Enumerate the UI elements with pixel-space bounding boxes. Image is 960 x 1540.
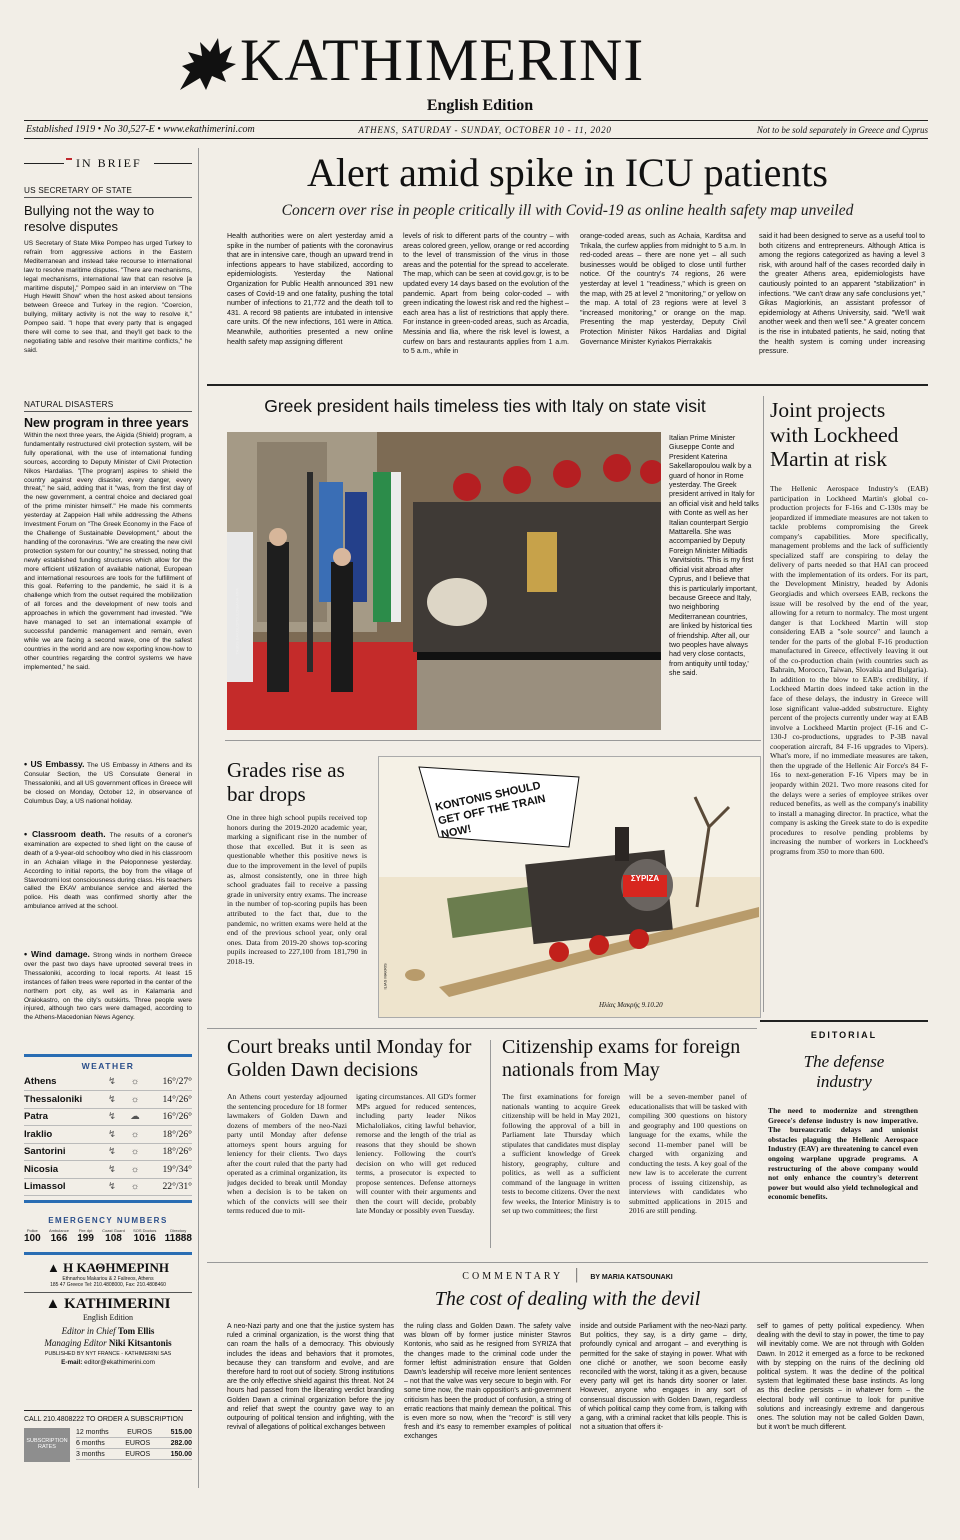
emergency-label: Police [26,1228,38,1233]
weather-temp: 16°/27° [148,1073,192,1091]
weather-city: Santorini [24,1143,102,1161]
emergency-number: 1016 [133,1233,156,1244]
editorial-label: EDITORIAL [810,1030,878,1040]
weather-row [24,1073,192,1091]
emergency-title: EMERGENCY NUMBERS [48,1216,168,1225]
golden-dawn-col-2: igating circumstances. All GD's former MPs argued for reduced sentences, including party leader Nikos Michaloliakos, citing lawful behavior, remorse and the length of the trial as reasons that they should be shown leniency. Following the court's decision on who will get reduced terms, a prosecutor is expected to propose sentences. Defense attorneys will counter with their arguments and then the court will decide, probably late Monday or possibly even Tuesday. [356,1092,476,1215]
in-brief-sidebar [24,148,192,1478]
imprint: ▲ Η ΚΑΘΗΜΕΡΙΝΗ Ethnarhou Makariou & 2 Falireos, Athens 185 47 Greece Tel: 210.4808000, Fax: 210.4808460 ▲ KATHIMERINI English Edition Editor in Chief Tom Ellis Managing Editor Niki Kitsantonis PUBLISHED BY NYT FRANCE - KATHIMERINI SAS E-mail: editor@ekathimerini.com [24,1260,192,1400]
cartoon-signature: Ηλίας Μακρής 9.10.20 [599,1001,663,1009]
weather-condition-icon: ☁ [122,1108,148,1126]
lead-col-2: levels of risk to different parts of the country – with areas colored green, yellow, orange or red according to the level of transmission of the virus in those areas and the potential for the spread to accelerate. The map, which can be seen at covid.gov.gr, is to be updated every 14 days based on the evolution of the pandemic. Apart from being color-coded – with green indicating the lowest risk and red the highest – each area has a list of restrictions that apply there. For instance in green-coded areas, such as Arcadia, Messinia and Ilia, where the risk level is lowest, a curfew on bars and restaurants applies from 1 a.m. to 5 a.m., while in [403,232,569,356]
emergency-numbers [24,1228,192,1244]
emergency-number: 11888 [164,1233,192,1244]
weather-row [24,1126,192,1144]
weather-row [24,1161,192,1179]
cartoon [378,756,761,1018]
weather-row [24,1108,192,1126]
weather-city: Nicosia [24,1161,102,1179]
sidebar-bullet-classroom-death: • Classroom death. The results of a coroner's examination are expected to shed light on the cause of death of a 9-year-old schoolboy who died in his classroom in an Achaian village in the Peloponnese yesterday. According to initial reports, the boy from the village of Stavrodromi lost consciousness during class. His teachers called the EKAV ambulance service and alerted the police. His death was confirmed shortly after the ambulance arrived at the school. [24,830,192,911]
weather-city: Iraklio [24,1126,102,1144]
emergency-label: Ambulance [48,1228,69,1233]
sidebar-bullet-wind-damage: • Wind damage. Strong winds in northern Greece over the past two days have uprooted several trees in Thessaloniki, according to local reports. At least 15 instances of fallen trees were reported in the center of the northern port city, as well as in Kalamaria and Oraiokastro, on the city's outskirts. Three people were injured, although two cars were damaged, according to the Athens-Macedonian News Agency. [24,950,192,1022]
subscription-row: 12 months EUROS 515.00 [76,1429,192,1436]
weather-condition-icon: ☼ [122,1073,148,1091]
griffin-logo-icon [172,32,238,94]
sidebar-bullet-us-embassy: • US Embassy. The US Embassy in Athens and its Consular Section, the US Consulate General in Thessaloniki, and all US government offices in Greece will be closed on Monday, October 12, in observance of Columbus Day, a US national holiday. [24,760,192,805]
lead-col-1: Health authorities were on alert yesterday amid a spike in the number of patients with the coronavirus that are in intensive care, though an upward trend in infections appears to have stabilized, according to epidemiologists. Yesterday the National Organization for Public Health announced 391 new cases of Covid-19 and one fatality, pushing the total number of infections to 21,772 and the death toll to 431. A record 98 patients are intubated in intensive care units. Of the new infections, 161 were in Attica. Meanwhile, authorities presented a new online health safety map assigning different [227,232,393,346]
weather-condition-icon: ☼ [122,1091,148,1109]
weather-city: Patra [24,1108,102,1126]
weather-wind-icon: ↯ [102,1108,122,1126]
subscription-rates-box: SUBSCRIPTION RATES [24,1428,70,1462]
photo-headline: Greek president hails timeless ties with Italy on state visit [264,396,706,416]
subscription-row: 3 months EUROS 150.00 [76,1451,192,1458]
weather-condition-icon: ☼ [122,1143,148,1161]
emergency-number: 100 [24,1233,41,1244]
emergency-number: 166 [50,1233,68,1244]
established-line: Established 1919 • No 30,527-E • www.ekathimerini.com [26,124,255,135]
weather-temp: 18°/26° [148,1143,192,1161]
editorial-body: The need to modernize and strengthen Greece's defense industry is now imperative. The bureaucratic delays and unionist obstacles plaguing the Hellenic Aerospace Industry (EAV) are threatening to cancel even ongoing warplane upgrade programs. A restructuring of the above company would not only enhance the country's deterrent power but would also yield technological and economic benefits. [768,1106,918,1202]
emergency-number-item [77,1228,94,1244]
lead-col-3: orange-coded areas, such as Achaia, Karditsa and Trikala, the curfew applies from midnight to 5 a.m. In red-coded areas – there are none yet – all such businesses would be obliged to close until further notice. Of the country's 74 regions, 26 were yesterday at level 1 "readiness," which is green on the map, with 25 at level 2 "monitoring," or yellow on the map. A total of 23 regions were at level 3 "increased monitoring," or orange on the map. Presenting the map yesterday, Deputy Civil Protection Minister Nikos Hardalias and Digital Governance Minister Kyriakos Pierrakakis [580,232,746,346]
weather-wind-icon: ↯ [102,1161,122,1179]
weather-temp: 18°/26° [148,1126,192,1144]
commentary-col-4: self to games of petty political expediency. When dealing with the devil to stay in power, the time to pay will inevitably come. We are not through with Golden Dawn. In 2012 it emerged as a force to be reckoned with by stepping on the ruins of the declining old political system. It was the decline of the political system that legitimated these base instincts. As long as this decline persists – in whatever form – the electoral body will continue to look for punitive solutions and increasingly extreme and dangerous ones. The solution may not be called Golden Dawn, but it won't be much different. [757,1323,924,1432]
lead-col-4: said it had been designed to serve as a useful tool to both citizens and entrepreneurs. Although Attica is among the regions categorized as having a level 3 risk, with around half of the cases recorded daily in the greater Athens area, epidemiologists have cautiously pointed to an apparent "stabilization" in infections. "We can't draw any safe conclusions yet," Gikas Magiorkinis, an assistant professor of epidemiology at Athens University, said. "We'll wait another week and then we'll see." A greater concern is the rise in intubated patients, he said, noting that the health system is coming under increasing pressure. [759,232,925,356]
grades-body: One in three high school pupils received top honors during the 2019-2020 academic year, marking a significant rise in the number of those that excelled. But it is seen as questionable whether this positive news is due to the improvement in the level of pupils as, almost consistently, one in three high school graduates fail to receive a passing grade in university entry exams. The increase in the number of top-scoring pupils has been attributed to the fact that, due to the pandemic, no written exams were held at the end of the previous school year, only oral ones. Data from 2019-20 shows top-scoring pupils increased to 227,100 from 181,790 in 2018-19. [227,813,367,966]
emergency-number: 199 [77,1233,94,1244]
sidebar-body-new-program: Within the next three years, the Aigida (Shield) program, a fundamentally restructured civil protection system, will be fully operational, with the use of international funding sources, according to Deputy Minister of Civil Protection Nikos Hardalias. "[The program] aspires to shield the country against every disaster, every danger, every threat," he said, adding that it "was, from the first day of the new government, a central choice and declared goal of the prime minister himself." He made his comments yesterday at Zappeion Hall while addressing the Athens Investment Forum on "The Greek Economy in the Face of the Challenge of Sustainable Development," about the handling of the coronavirus. "We are creating the new civil protection system for our country," he stressed, noting that newly established funding structures which allow for the more efficient utilization of available national, European and international resources are tools for the fulfillment of this goal. Referring to the pandemic, he said it is a challenge which from the outset required the mobilization of all forces and the development of new tools and approaches in which the government had invested. "We have managed to set an international example of successful pandemic management and remain, even while we are facing a second wave, one of the safest countries in the world and are now exporting know-how to other countries regarding the control systems we have implemented," he said. [24,432,192,671]
golden-dawn-col-1: An Athens court yesterday adjourned the sentencing procedure for 18 former lawmakers of Golden Dawn and dozens of members of the neo-Nazi party until Monday after defense attorneys spent hours arguing for leniency for their clients. Two days after the court ruled that the party had operated as a criminal organization, its judges decided to break until Monday when a decision is to be taken on which of the convicts will see their terms reduced due to mit- [227,1092,347,1215]
masthead [0,0,960,140]
imprint-brand: ▲ KATHIMERINI [45,1296,171,1312]
subscription-rates [76,1427,192,1460]
in-brief-header: IN BRIEF [24,154,192,172]
emergency-label: Fire dpt [78,1228,93,1233]
photo-credit: TASOS BAKOLOPOULOS/ANA-MPA [234,587,240,655]
sidebar-headline-new-program: New program in three years [24,416,189,430]
weather-row [24,1143,192,1161]
weather-condition-icon: ☼ [122,1178,148,1196]
citizenship-headline: Citizenship exams for foreign nationals from May [502,1036,741,1081]
grades-headline: Grades rise as bar drops [227,758,345,806]
emergency-number-item [49,1228,69,1244]
sidebar-headline-bullying: Bullying not the way to resolve disputes [24,203,155,234]
sidebar-tag-natural-disasters: NATURAL DISASTERS [24,400,192,412]
commentary-col-1: A neo-Nazi party and one that the justice system has ruled a criminal organization, is the worst thing that can roam the halls of a democracy. This obviously includes the ideas and behaviors that it promotes, because they can transform and evolve, and are therefore hard to root out of society. Strong institutions are the only effective shield against this threat. Not 24 hours had passed from the liberating verdict branding Golden Dawn a criminal organization before the joy and relief that swept the country gave way to an outpouring of political tension and infighting, with the revival of allegations of political exchanges between [227,1323,394,1432]
dateline: ATHENS, SATURDAY - SUNDAY, OCTOBER 10 - 11, 2020 [358,125,612,135]
commentary-headline: The cost of dealing with the devil [434,1288,701,1310]
sale-notice: Not to be sold separately in Greece and Cyprus [756,125,928,135]
commentary-header: COMMENTARY | BY MARIA KATSOUNAKI [462,1266,673,1283]
masthead-edition: English Edition [426,97,534,114]
commentary-col-2: the ruling class and Golden Dawn. The safety valve was blown off by former justice minister Stavros Kontonis, who said as he resigned from SYRIZA that the changes made to the criminal code under the former leftist administration ensure that Golden Dawn's leadership will receive more lenient sentences – not that the valve was very secure to begin with. For some time now, the main opposition's anti-government criticism has been the product of confusion, a string of erratic reactions that mainly demean the political. This is even more so now, when the "record" is still very fresh and it's easy to remember examples of political exchanges [404,1323,571,1441]
weather-table [24,1073,192,1196]
weather-temp: 14°/26° [148,1091,192,1109]
weather-wind-icon: ↯ [102,1178,122,1196]
cartoon-flag: ΣΥΡΙΖΑ [630,874,660,883]
commentary-col-3: inside and outside Parliament with the neo-Nazi party. But politics, they say, is a dirty game – dirty, profoundly cynical and arrogant – and everything is permitted for the sake of staying in power. What with one cliché or another, we soon become easily reconciled with the worst, taking it as a given, because every party will get its hands dirty sooner or later. However, anyone who engages in any sort of consensual discussion with Golden Dawn, regardless of which political camp they come from, is talking with a gang, with a criminal racket that kills people. This is not a situation that offers it- [580,1323,747,1432]
lead-deck: Concern over rise in people critically ill with Covid-19 as online health safety map unveiled [281,202,854,219]
weather-wind-icon: ↯ [102,1143,122,1161]
citizenship-col-1: The first examinations for foreign nationals wanting to acquire Greek citizenship will be held in May 2021, following the approval of a bill in Parliament late Thursday which stipulates that candidates must display a sufficient knowledge of Greek history, geography, culture and politics, as well as a sufficient command of the language in written tests to become citizens. Over the next few weeks, the Interior Ministry is to set up two committees; the first [502,1092,620,1215]
weather-condition-icon: ☼ [122,1126,148,1144]
weather-row [24,1178,192,1196]
editorial-box [760,1020,928,1252]
weather-title: WEATHER [81,1061,135,1071]
emergency-number-item [24,1228,41,1244]
emergency-number-item [133,1228,156,1244]
lockheed-headline: Joint projects with Lockheed Martin at risk [770,398,899,471]
emergency-label: SOS Doctors [133,1228,157,1233]
cartoon-credit: ILIAS MAKRIS [382,963,388,990]
weather-row [24,1091,192,1109]
weather-city: Thessaloniki [24,1091,102,1109]
weather-wind-icon: ↯ [102,1091,122,1109]
cartoon-speech-bubble: KONTONIS SHOULD GET OFF THE TRAIN NOW! [434,779,547,842]
weather-condition-icon: ☼ [122,1161,148,1179]
weather-wind-icon: ↯ [102,1073,122,1091]
weather-city: Athens [24,1073,102,1091]
sidebar-body-bullying: US Secretary of State Mike Pompeo has urged Turkey to refrain from aggressive actions in the Eastern Mediterranean and instead take recourse to international law to resolve maritime disputes. "There are mechanisms, legal mechanisms, international law that can resolve [a maritime dispute]," Pompeo said in an interview on "The Hugh Hewitt Show" when the host asked about tensions between Greece and Turkey in the region. "Coercion, bullying, military activity is not the way to resolve it," Pompeo said. "I hope that every party that is engaged there will come to see that, and they'll get back to the negotiating table and resolve their maritime conflicts," he said. [24,240,192,354]
subscription-row: 6 months EUROS 282.00 [76,1440,192,1447]
weather-temp: 19°/34° [148,1161,192,1179]
emergency-number: 108 [105,1233,122,1244]
weather-city: Limassol [24,1178,102,1196]
photo-caption: Italian Prime Minister Giuseppe Conte and President Katerina Sakellaropoulou walk by a guard of honor in Rome yesterday. The Greek president arrived in Italy for an official visit and held talks with Conte as well as her Italian counterpart Sergio Mattarella. She was accompanied by Deputy Foreign Minister Miltiadis Varvitsiotis. 'This is my first official visit abroad after Cyprus, and I believe that this is particularly important, because Greece and Italy, two neighboring Mediterranean countries, are linked by historical ties of friendship. After all, our two peoples have always had very close contacts, from antiquity until today,' she said. [669,434,759,678]
weather-temp: 22°/31° [148,1178,192,1196]
citizenship-col-2: will be a seven-member panel of educationalists that will be tasked with compiling 300 questions on history and geography and 100 questions on language for the exams, while the second 11-member panel will be charged with organizing and conducting the tests. A key goal of the new law is to accelerate the current process of issuing citizenship, as interviews with candidates who submitted applications in 2015 and 2016 are still pending. [629,1092,747,1215]
weather-wind-icon: ↯ [102,1126,122,1144]
masthead-title: KATHIMERINI [240,27,645,93]
emergency-label: Coast Guard [102,1228,125,1233]
emergency-number-item [102,1228,125,1244]
lockheed-body: The Hellenic Aerospace Industry's (EAB) participation in Lockheed Martin's global co-production projects for F-16s and C-130s may be jeopardized if immediate measures are not taken to tackle problems compromising the Greek company's capabilities. More specifically, management problems and the lack of sufficiently specialized staff are conspiring to delay the delivery of parts needed so that HAI can proceed with the implementation of its orders. For its part, the Development Ministry, headed by Adonis Georgiadis and which oversees EAB, reckons the issue will be resolved by the end of the year, allowing for a return to normalcy. The most urgent danger is that Lockheed Martin will stop considering EAB a "sole source" and launch a tender for the parts of the global F-16 production manufactured in Greece, effectively leaving it out of the co-production chain (with countries such as Bahrain, Morocco, Taiwan, Slovakia and Bulgaria). In addition to the blow to EAB's credibility, if Lockheed Martin does indeed take action in the face of these delays, the industry in Greece will lose significant value-added substructure. Eighty percent of the projects currently under way at EAB involve a Lockheed Martin project (F-16 and C-130-J co-productions, upgrades to P-3B naval cooperation aircraft, 84 F-16 upgrades to Vipers). What's more, if no immediate measures are taken, then the upgrade of the Hellenic Air Force's 84 F-16s to next-generation F-16 Vipers may be in jeopardy within 2021. Two more reasons cited for the delays were a series of employee strikes over reduced benefits, as well as the company's inability to install a managing director. In practice, what the company is asking the Greek state to do is expedite procedures to resolve pending problems by increasing the number of workers in Lockheed's programs from 350 to more than 600. [770,484,928,856]
sidebar-tag-us-secretary: US SECRETARY OF STATE [24,186,192,198]
italy-photo [227,432,661,730]
lead-story [207,148,928,378]
imprint-greek-title: ▲ Η ΚΑΘΗΜΕΡΙΝΗ [47,1260,169,1275]
editorial-headline: The defense industry [803,1052,885,1091]
golden-dawn-headline: Court breaks until Monday for Golden Dawn decisions [227,1036,472,1081]
emergency-label: Directory [170,1228,187,1233]
weather-temp: 16°/26° [148,1108,192,1126]
lead-headline: Alert amid spike in ICU patients [306,150,828,195]
emergency-number-item [165,1228,192,1244]
subscription-title: CALL 210.4808222 TO ORDER A SUBSCRIPTION [24,1416,184,1423]
